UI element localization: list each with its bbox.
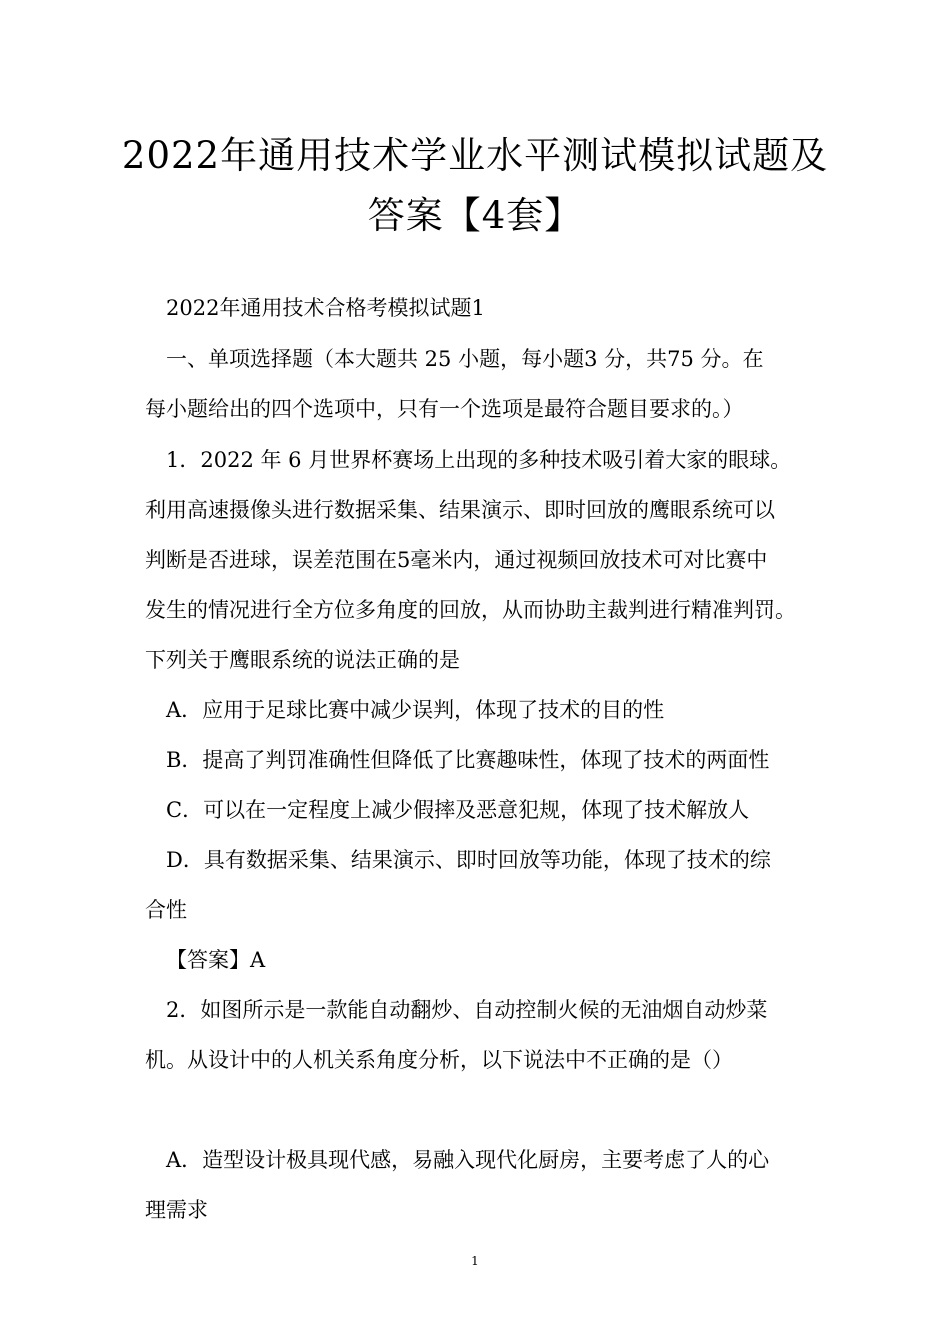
question-1-line-4: 发生的情况进行全方位多角度的回放，从而协助主裁判进行精准判罚。 [145,598,796,622]
question-1-line-3: 判断是否进球，误差范围在5毫米内，通过视频回放技术可对比赛中 [145,548,768,572]
question-2-option-a-line-1: A．造型设计极具现代感，易融入现代化厨房，主要考虑了人的心 [166,1148,770,1172]
document-title-line-2: 答案【4套】 [367,194,583,237]
question-1-option-a: A．应用于足球比赛中减少误判，体现了技术的目的性 [166,698,665,722]
section-heading-line-1: 一、单项选择题（本大题共 25 小题，每小题3 分，共75 分。在 [166,347,764,371]
question-1-line-1: 1．2022 年 6 月世界杯赛场上出现的多种技术吸引着大家的眼球。 [166,448,792,472]
question-2-line-2: 机。从设计中的人机关系角度分析，以下说法中不正确的是（） [145,1048,733,1072]
question-1-line-5: 下列关于鹰眼系统的说法正确的是 [145,648,460,672]
exam-subtitle: 2022年通用技术合格考模拟试题1 [166,296,485,320]
question-2-option-a-line-2: 理需求 [145,1198,208,1222]
page-number: 1 [471,1254,479,1268]
question-1-option-c: C．可以在一定程度上减少假摔及恶意犯规，体现了技术解放人 [166,798,750,822]
question-1-line-2: 利用高速摄像头进行数据采集、结果演示、即时回放的鹰眼系统可以 [145,498,775,522]
section-heading-line-2: 每小题给出的四个选项中，只有一个选项是最符合题目要求的。） [145,397,744,421]
question-1-option-b: B．提高了判罚准确性但降低了比赛趣味性，体现了技术的两面性 [166,748,770,772]
question-1-option-d-line-1: D．具有数据采集、结果演示、即时回放等功能，体现了技术的综 [166,848,771,872]
question-1-answer: 【答案】A [166,948,266,972]
question-2-line-1: 2．如图所示是一款能自动翻炒、自动控制火候的无油烟自动炒菜 [166,998,768,1022]
document-title-line-1: 2022年通用技术学业水平测试模拟试题及 [121,134,829,177]
question-1-option-d-line-2: 合性 [145,898,187,922]
